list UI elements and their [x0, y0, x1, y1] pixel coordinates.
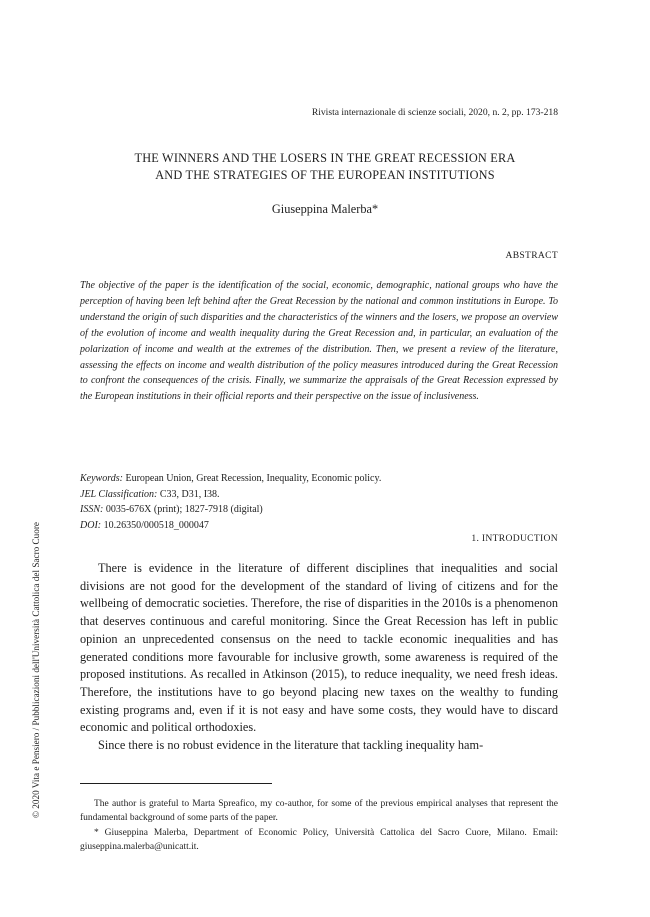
doi-label: DOI:	[80, 519, 102, 531]
author-name: Giuseppina Malerba*	[271, 202, 379, 216]
paper-title	[0, 150, 650, 183]
jel-label: JEL Classification:	[80, 488, 158, 500]
keywords-value: European Union, Great Recession, Inequality, Economic policy.	[125, 473, 382, 484]
footnote-acknowledgement: The author is grateful to Marta Spreafico, my co-author, for some of the previous empirical analyses that represent the fundamental background of some parts of the paper.	[80, 799, 558, 824]
abstract-heading: ABSTRACT	[505, 250, 558, 261]
body-paragraph-2: Since there is no robust evidence in the literature that tackling inequality ham-	[98, 738, 484, 753]
title-line-1: THE WINNERS AND THE LOSERS IN THE GREAT RECESSION ERA	[134, 151, 516, 165]
body-text	[80, 560, 558, 755]
keywords-label: Keywords:	[80, 473, 123, 484]
footnote-divider	[80, 783, 272, 784]
jel-value: C33, D31, I38.	[159, 488, 220, 500]
body-paragraph-1: There is evidence in the literature of different disciplines that inequalities and social divisions are not good for the development of the standard of living of citizens and for the wellbeing of democratic societies. Therefore, the rise of disparities in the 2010s is a phenomenon that deserves continuous and careful monitoring. Since the Great Recession has left in public opinion an unprecedented consensus on the need to tackle economic inequalities and has generated conditions more favourable for inclusive growth, some awareness is required of the proposed institutions. As recalled in Atkinson (2015), to reduce inequality, we need fresh ideas. Therefore, the institutions have to go beyond placing new taxes on the wealthy to funding existing programs and, even if it is not easy and have some costs, they would have to discard economic and political orthodoxies.	[80, 561, 558, 735]
keywords-line	[80, 471, 381, 487]
section-heading: 1. INTRODUCTION	[471, 533, 558, 544]
title-line-2: AND THE STRATEGIES OF THE EUROPEAN INSTITUTIONS	[155, 167, 495, 182]
abstract-text: The objective of the paper is the identification of the social, economic, demographic, national groups who have the perception of having been left behind after the Great Recession by the national and common institutions in Europe. To understand the origin of such disparities and the characteristics of the winners and the losers, we propose an overview of the evolution of income and wealth inequality during the Great Recession and, in particular, an evaluation of the polarization of income and wealth at the extremes of the distribution. Then, we present a review of the literature, assessing the effects on income and wealth distribution of the policy measures introduced during the Great Recession to confront the consequences of the crisis. Finally, we summarize the appraisals of the Great Recession expressed by the European institutions in their official reports and their perspective on the issue of inclusiveness.	[80, 280, 558, 403]
copyright-sidebar: © 2020 Vita e Pensiero / Pubblicazioni dell'Università Cattolica del Sacro Cuore	[31, 522, 41, 818]
issn-value: 0035-676X (print); 1827-7918 (digital)	[105, 504, 263, 515]
doi-line	[80, 518, 381, 534]
issn-line	[80, 502, 381, 518]
footnote-author-affiliation: * Giuseppina Malerba, Department of Economic Policy, Università Cattolica del Sacro Cuore, Milano. Email: giuseppina.malerba@unicatt.it.	[80, 827, 558, 853]
jel-line	[80, 487, 381, 503]
footnotes	[80, 797, 558, 855]
journal-reference: Rivista internazionale di scienze sociali, 2020, n. 2, pp. 173-218	[311, 107, 558, 118]
article-metadata	[80, 471, 381, 533]
issn-label: ISSN:	[80, 504, 104, 515]
doi-value: 10.26350/000518_000047	[103, 519, 209, 531]
